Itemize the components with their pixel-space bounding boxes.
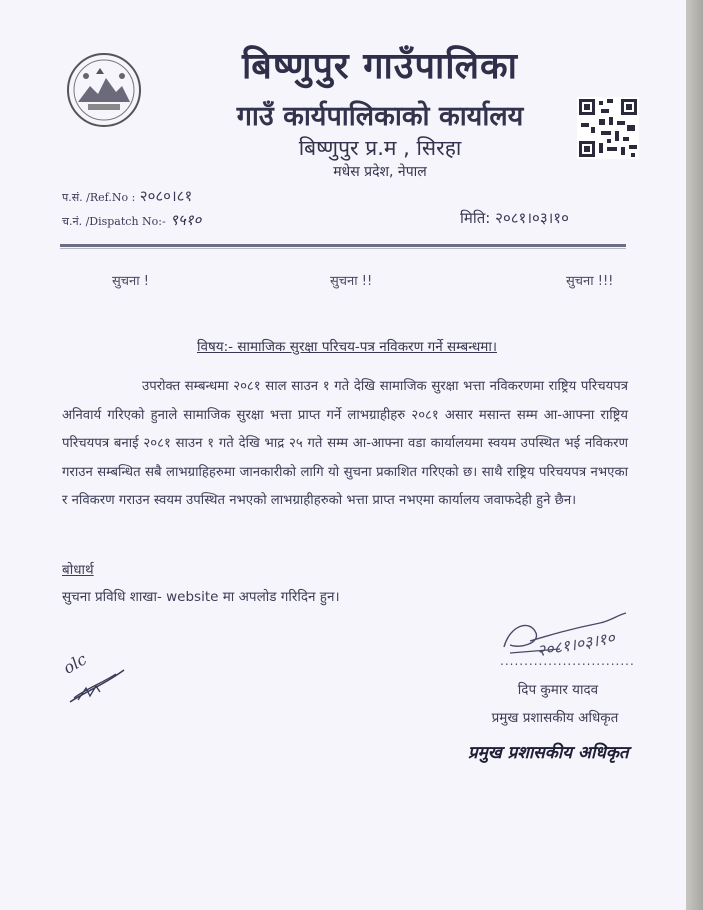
province-line: मधेस प्रदेश, नेपाल <box>333 164 427 180</box>
office-location: बिष्णुपुर प्र.म , सिरहा <box>298 136 462 160</box>
dispatch-no-label: च.नं. /Dispatch No:- <box>62 215 166 228</box>
letter-subject: विषय:- सामाजिक सुरक्षा परिचय-पत्र नविकरण गर्ने सम्बन्धमा। <box>197 339 497 355</box>
letter-body: उपरोक्त सम्बन्धमा २०८१ साल साउन १ गते देखि सामाजिक सुरक्षा भत्ता नविकरणमा राष्ट्रिय परिचयपत्र अनिवार्य गरिएको हुनाले सामाजिक सुरक्षा भत्ता प्राप्त गर्ने लाभग्राहीहरु २०८१ असार मसान्त सम्म आ-आफ्ना राष्ट्रिय परिचयपत्र बनाई २०८१ साउन १ गते देखि भाद्र २५ गते सम्म आ-आफ्ना वडा कार्यालयमा स्वयम उपस्थित भई नविकरण गराउन सम्बन्धित सबै लाभग्राहिहरुमा जानकारीको लागि यो सुचना प्रकाशित गरिएको छ। साथै राष्ट्रिय परिचयपत्र नभएका र नविकरण गराउन स्वयम उपस्थित नभएको लाभग्राहीहरुको भत्ता प्राप्त नभएमा कार्यालय जवाफदेही हुने छैन। <box>62 379 628 509</box>
dispatch-no-value: ९५१० <box>170 211 202 229</box>
signature-date: २०८१।०३।१० <box>535 628 617 661</box>
bodhartha-label: बोधार्थ <box>62 562 94 578</box>
scanner-edge <box>686 0 703 910</box>
signature-dots: ............................ <box>500 654 635 668</box>
date-value: २०८१।०३।१० <box>495 209 569 227</box>
svg-text:olc: olc <box>60 649 90 678</box>
header-divider-thin <box>60 248 626 249</box>
ref-no-line <box>62 186 192 206</box>
ref-no-value: २०८०।८१ <box>139 187 193 205</box>
office-title: गाउँ कार्यपालिकाको कार्यालय <box>236 101 524 132</box>
date-line <box>460 208 569 228</box>
notice-2: सुचना !! <box>330 274 373 289</box>
dispatch-no-line <box>62 210 201 230</box>
header-divider <box>60 244 626 247</box>
notice-3: सुचना !!! <box>566 274 614 289</box>
signatory-designation: प्रमुख प्रशासकीय अधिकृत <box>491 710 619 726</box>
date-label: मिति: <box>460 209 491 227</box>
signatory-name: दिप कुमार यादव <box>517 682 599 698</box>
nepal-emblem-icon <box>66 52 142 128</box>
qr-code-icon <box>577 97 639 159</box>
olc-handwritten-mark-icon <box>60 640 130 710</box>
designation-stamp: प्रमुख प्रशासकीय अधिकृत <box>468 743 629 763</box>
municipality-title: बिष्णुपुर गाउँपालिका <box>241 46 518 87</box>
ref-no-label: प.सं. /Ref.No : <box>62 191 136 204</box>
bodhartha-line: सुचना प्रविधि शाखा- website मा अपलोड गरिदिन हुन। <box>62 589 340 605</box>
notice-1: सुचना ! <box>112 274 149 289</box>
